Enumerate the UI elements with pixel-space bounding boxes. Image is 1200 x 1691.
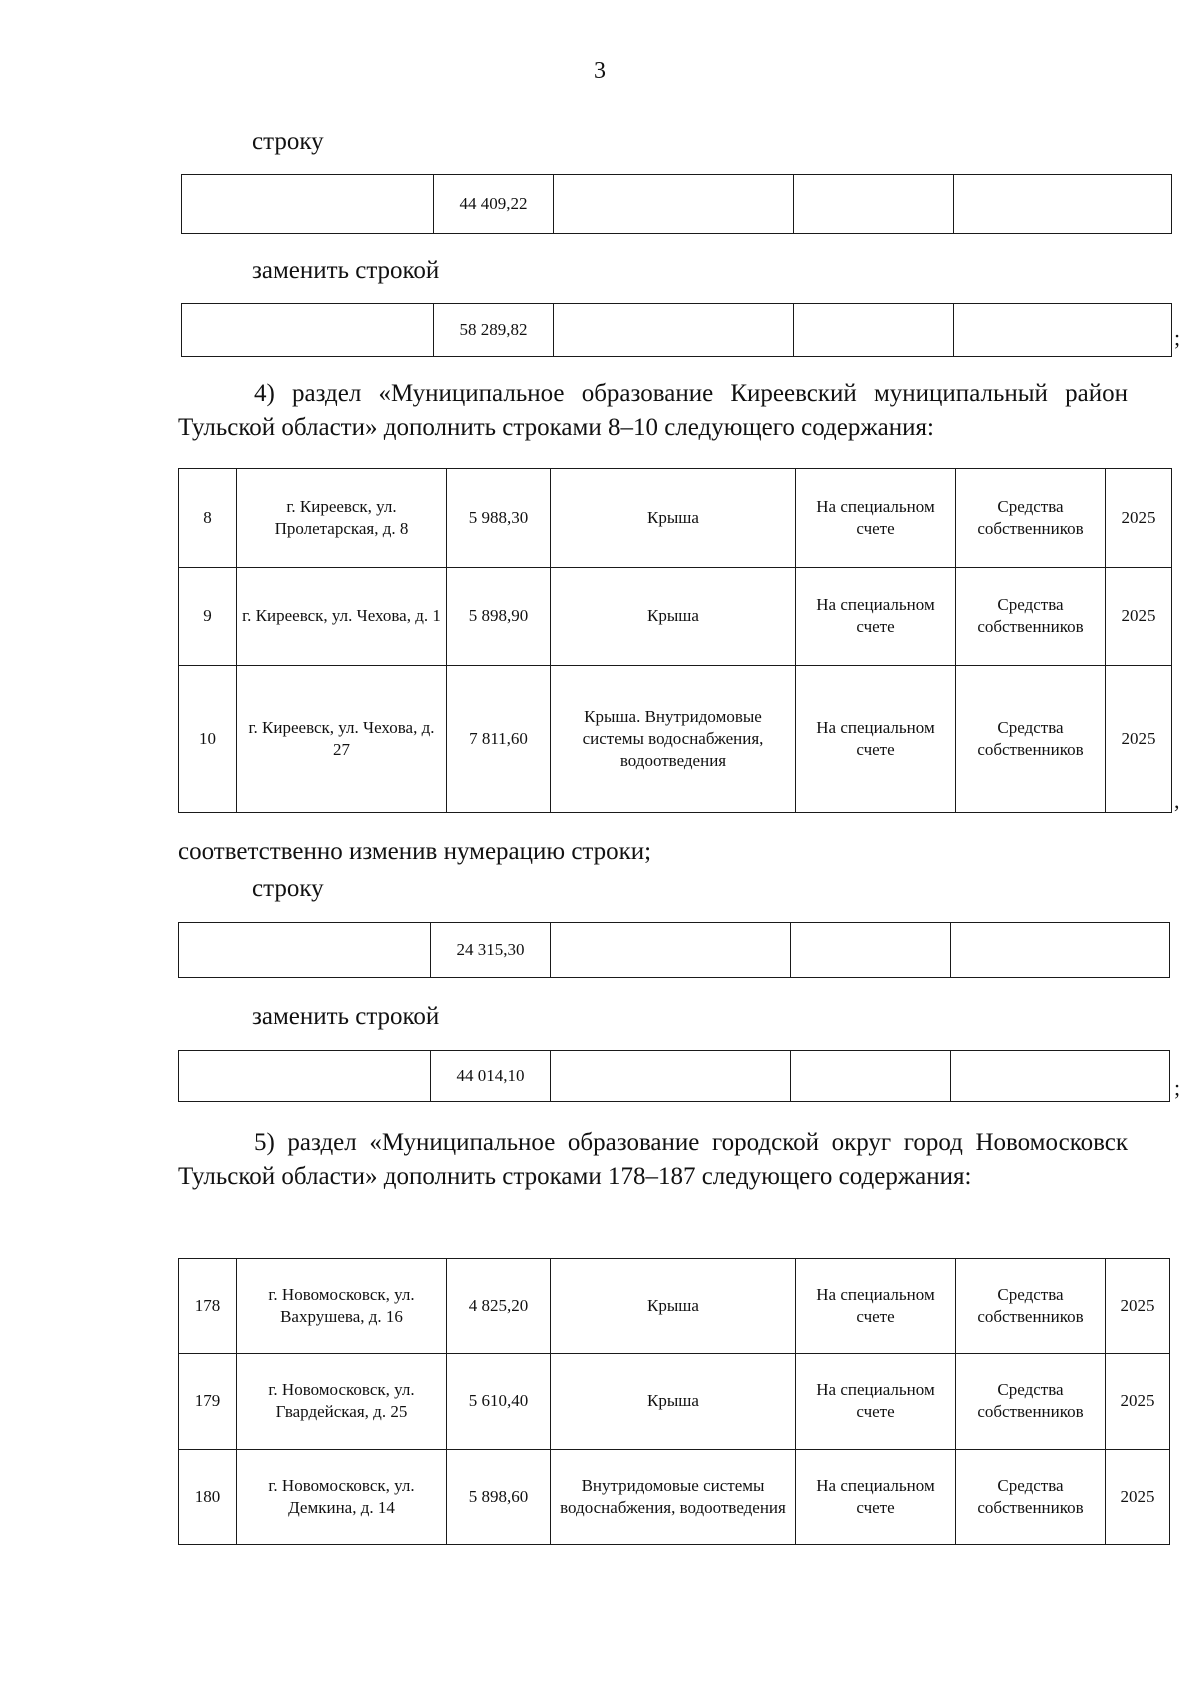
funding-source-cell: Средства собственников (956, 469, 1106, 568)
old-row-table-1 (181, 174, 1172, 234)
funding-source-cell: Средства собственников (956, 1259, 1106, 1354)
empty-cell (551, 923, 791, 978)
funding-source-cell: Средства собственников (956, 666, 1106, 813)
area-cell: 5 898,60 (447, 1449, 551, 1544)
account-cell: На специальном счете (796, 469, 956, 568)
new-row-table-1 (181, 303, 1172, 357)
end-mark: ; (1174, 325, 1181, 350)
address-cell: г. Киреевск, ул. Чехова, д. 1 (237, 567, 447, 666)
work-type-cell: Крыша (551, 567, 796, 666)
label-row-old: строку (252, 875, 324, 902)
value-cell: 44 014,10 (431, 1051, 551, 1102)
funding-source-cell: Средства собственников (956, 1449, 1106, 1544)
year-cell: 2025 (1106, 469, 1172, 568)
work-type-cell: Крыша (551, 1354, 796, 1449)
label-replace: заменить строкой (252, 257, 440, 284)
section-4-intro: 4) раздел «Муниципальное образование Киреевский муниципальный район Тульской области» дополнить строками 8–10 следующего содержания: (178, 380, 1128, 441)
empty-cell (554, 304, 794, 357)
row-number: 180 (179, 1449, 237, 1544)
empty-cell (179, 923, 431, 978)
empty-cell (954, 304, 1172, 357)
year-cell: 2025 (1106, 1259, 1170, 1354)
empty-cell (551, 1051, 791, 1102)
address-cell: г. Новомосковск, ул. Демкина, д. 14 (237, 1449, 447, 1544)
account-cell: На специальном счете (796, 1449, 956, 1544)
address-cell: г. Киреевск, ул. Пролетарская, д. 8 (237, 469, 447, 568)
old-row-table-2 (178, 922, 1170, 978)
value-cell: 24 315,30 (431, 923, 551, 978)
year-cell: 2025 (1106, 1449, 1170, 1544)
account-cell: На специальном счете (796, 1354, 956, 1449)
new-row-table-2 (178, 1050, 1170, 1102)
section-4-table (178, 468, 1172, 813)
section-5-intro: 5) раздел «Муниципальное образование городской округ город Новомосковск Тульской области» дополнить строками 178–187 следующего содержания: (178, 1129, 1128, 1190)
year-cell: 2025 (1106, 666, 1172, 813)
year-cell: 2025 (1106, 1354, 1170, 1449)
account-cell: На специальном счете (796, 567, 956, 666)
area-cell: 4 825,20 (447, 1259, 551, 1354)
page-number: 3 (594, 58, 606, 84)
empty-cell (554, 175, 794, 234)
empty-cell (791, 923, 951, 978)
empty-cell (791, 1051, 951, 1102)
work-type-cell: Внутридомовые системы водоснабжения, водоотведения (551, 1449, 796, 1544)
work-type-cell: Крыша (551, 1259, 796, 1354)
renumber-note: соответственно изменив нумерацию строки; (178, 838, 652, 865)
section-5-table (178, 1258, 1170, 1545)
empty-cell (951, 923, 1170, 978)
empty-cell (182, 304, 434, 357)
row-number: 8 (179, 469, 237, 568)
row-number: 9 (179, 567, 237, 666)
end-mark: ; (1174, 1075, 1181, 1100)
work-type-cell: Крыша. Внутридомовые системы водоснабжения, водоотведения (551, 666, 796, 813)
row-number: 10 (179, 666, 237, 813)
area-cell: 5 610,40 (447, 1354, 551, 1449)
end-mark: , (1174, 788, 1180, 813)
work-type-cell: Крыша (551, 469, 796, 568)
year-cell: 2025 (1106, 567, 1172, 666)
account-cell: На специальном счете (796, 666, 956, 813)
area-cell: 5 898,90 (447, 567, 551, 666)
address-cell: г. Новомосковск, ул. Гвардейская, д. 25 (237, 1354, 447, 1449)
address-cell: г. Новомосковск, ул. Вахрушева, д. 16 (237, 1259, 447, 1354)
value-cell: 58 289,82 (434, 304, 554, 357)
empty-cell (794, 175, 954, 234)
address-cell: г. Киреевск, ул. Чехова, д. 27 (237, 666, 447, 813)
area-cell: 7 811,60 (447, 666, 551, 813)
empty-cell (951, 1051, 1170, 1102)
area-cell: 5 988,30 (447, 469, 551, 568)
empty-cell (954, 175, 1172, 234)
account-cell: На специальном счете (796, 1259, 956, 1354)
empty-cell (179, 1051, 431, 1102)
empty-cell (794, 304, 954, 357)
funding-source-cell: Средства собственников (956, 1354, 1106, 1449)
row-number: 178 (179, 1259, 237, 1354)
empty-cell (182, 175, 434, 234)
label-replace: заменить строкой (252, 1003, 440, 1030)
row-number: 179 (179, 1354, 237, 1449)
label-row-old: строку (252, 128, 324, 155)
funding-source-cell: Средства собственников (956, 567, 1106, 666)
value-cell: 44 409,22 (434, 175, 554, 234)
